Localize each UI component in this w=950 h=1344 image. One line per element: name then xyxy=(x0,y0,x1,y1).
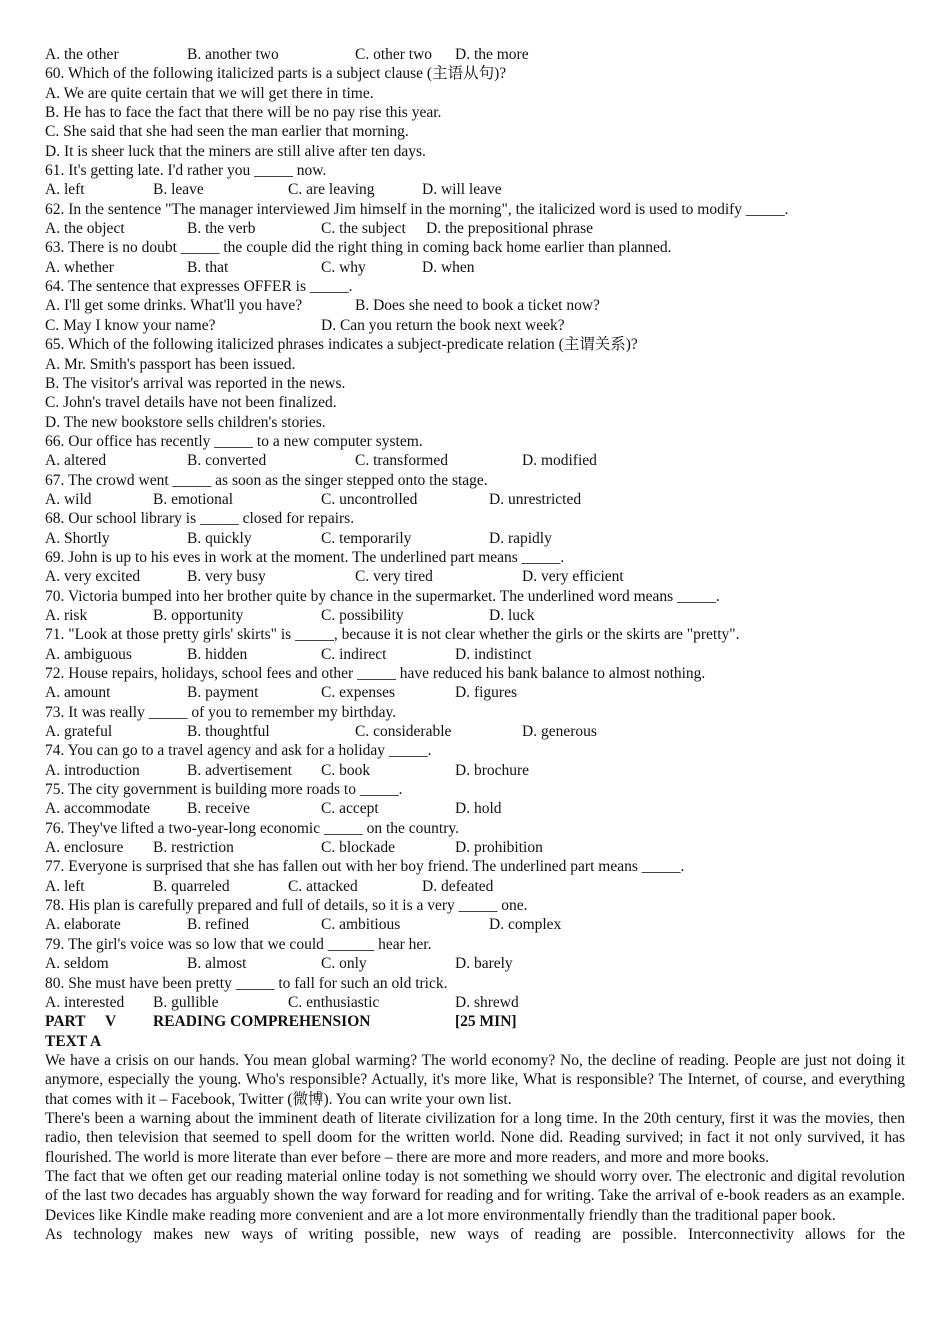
option-d: D. figures xyxy=(455,684,517,702)
option-d: D. very efficient xyxy=(522,568,624,586)
question-line: D. The new bookstore sells children's stories. xyxy=(45,413,326,431)
question-line: A. We are quite certain that we will get there in time. xyxy=(45,84,374,102)
option-a: A. elaborate xyxy=(45,916,121,934)
options-row xyxy=(45,683,905,702)
option-a: A. introduction xyxy=(45,761,140,779)
paragraph-4: As technology makes new ways of writing possible, new ways of reading are possible. Interconnectivity allows for the xyxy=(45,1225,905,1243)
option-b: B. almost xyxy=(187,955,247,973)
option-b: B. another two xyxy=(187,46,279,63)
question-line: 79. The girl's voice was so low that we could ______ hear her. xyxy=(45,935,432,953)
question-line: A. Mr. Smith's passport has been issued. xyxy=(45,355,296,373)
options-row xyxy=(45,529,905,548)
options-row xyxy=(45,915,905,934)
option-c: C. the subject xyxy=(321,220,406,238)
options-row xyxy=(45,799,905,818)
options-row xyxy=(45,606,905,625)
option-c: C. uncontrolled xyxy=(321,490,418,508)
question-line: 76. They've lifted a two-year-long economic _____ on the country. xyxy=(45,819,459,837)
option-c: C. why xyxy=(321,258,366,276)
option-d: D. generous xyxy=(522,723,597,741)
option-b: B. restriction xyxy=(153,839,234,857)
option-a: A. risk xyxy=(45,606,88,624)
options-row xyxy=(45,316,905,335)
options-row xyxy=(45,451,905,470)
question-line: 68. Our school library is _____ closed for repairs. xyxy=(45,510,355,528)
option-b: B. thoughtful xyxy=(187,723,270,741)
option-d: D. brochure xyxy=(455,761,530,779)
option-a: A. left xyxy=(45,877,85,895)
option-c: C. book xyxy=(321,761,371,779)
option-a: A. Shortly xyxy=(45,529,110,547)
part-title: READING COMPREHENSION xyxy=(153,1013,371,1031)
option-c: C. considerable xyxy=(355,723,452,741)
option-d: D. will leave xyxy=(422,181,502,199)
question-line: D. It is sheer luck that the miners are still alive after ten days. xyxy=(45,142,426,160)
option-d: D. modified xyxy=(522,452,597,470)
option-d: D. the more xyxy=(455,46,529,63)
option-c: C. accept xyxy=(321,800,379,818)
option-d: D. defeated xyxy=(422,877,494,895)
part-number: V xyxy=(105,1013,117,1031)
option-c: C. are leaving xyxy=(288,181,375,199)
option-a: A. altered xyxy=(45,452,107,470)
option-a: A. grateful xyxy=(45,723,113,741)
options-row xyxy=(45,296,905,315)
option-b: D. Can you return the book next week? xyxy=(321,316,565,334)
option-b: B. Does she need to book a ticket now? xyxy=(355,297,600,315)
question-line: 64. The sentence that expresses OFFER is _____. xyxy=(45,278,353,296)
option-a: A. the object xyxy=(45,220,125,238)
option-a: A. wild xyxy=(45,490,92,508)
option-d: D. indistinct xyxy=(455,645,532,663)
options-row xyxy=(45,567,905,586)
options-row xyxy=(45,219,905,238)
question-line: B. The visitor's arrival was reported in the news. xyxy=(45,374,346,392)
option-d: D. prohibition xyxy=(455,839,543,857)
option-d: D. barely xyxy=(455,955,513,973)
part-time: [25 MIN] xyxy=(455,1013,517,1031)
options-row xyxy=(45,490,905,509)
option-b: B. payment xyxy=(187,684,259,702)
question-line: 75. The city government is building more roads to _____. xyxy=(45,781,403,799)
exercise-list xyxy=(45,45,905,1012)
option-d: D. complex xyxy=(489,916,562,934)
question-line: 73. It was really _____ of you to remember my birthday. xyxy=(45,703,397,721)
option-b: B. advertisement xyxy=(187,761,293,779)
option-c: C. temporarily xyxy=(321,529,412,547)
options-row xyxy=(45,838,905,857)
part-label: PART xyxy=(45,1013,86,1031)
option-b: B. refined xyxy=(187,916,249,934)
question-line: 77. Everyone is surprised that she has fallen out with her boy friend. The underlined part means _____. xyxy=(45,858,685,876)
options-row xyxy=(45,722,905,741)
option-b: B. the verb xyxy=(187,220,256,238)
option-c: C. transformed xyxy=(355,452,448,470)
option-c: C. expenses xyxy=(321,684,396,702)
question-line: 69. John is up to his eves in work at the moment. The underlined part means _____. xyxy=(45,548,565,566)
paragraph-2: There's been a warning about the imminent death of literate civilization for a long time. In the 20th century, first it was the movies, then radio, then television that seemed to spell doom for the written world. None did. Reading survived; in fact it not only survived, it has flourished. The world is more literate than ever before – there are more and more readers, and more and more books. xyxy=(45,1109,905,1166)
question-line: 72. House repairs, holidays, school fees and other _____ have reduced his bank balance to almost nothing. xyxy=(45,665,706,682)
option-b: B. opportunity xyxy=(153,606,244,624)
option-a: A. I'll get some drinks. What'll you have? xyxy=(45,297,303,315)
options-row xyxy=(45,180,905,199)
options-row xyxy=(45,954,905,973)
option-c: C. indirect xyxy=(321,645,387,663)
option-a: A. amount xyxy=(45,684,111,702)
option-a: A. enclosure xyxy=(45,839,124,857)
options-row xyxy=(45,645,905,664)
option-c: C. blockade xyxy=(321,839,396,857)
option-c: C. possibility xyxy=(321,606,404,624)
question-line: 61. It's getting late. I'd rather you _____ now. xyxy=(45,162,327,180)
text-title: TEXT A xyxy=(45,1032,102,1050)
question-line: 63. There is no doubt _____ the couple did the right thing in coming back home earlier than planned. xyxy=(45,239,672,257)
option-c: C. enthusiastic xyxy=(288,993,380,1011)
option-a: C. May I know your name? xyxy=(45,316,216,334)
option-b: B. quarreled xyxy=(153,877,230,895)
question-line: 65. Which of the following italicized phrases indicates a subject-predicate relation (主谓关系)? xyxy=(45,336,638,354)
option-d: D. rapidly xyxy=(489,529,552,547)
option-b: B. hidden xyxy=(187,645,248,663)
option-b: B. that xyxy=(187,258,229,276)
option-c: C. ambitious xyxy=(321,916,401,934)
question-line: 67. The crowd went _____ as soon as the singer stepped onto the stage. xyxy=(45,471,488,489)
option-b: B. leave xyxy=(153,181,204,199)
question-line: 70. Victoria bumped into her brother quite by chance in the supermarket. The underlined word means _____. xyxy=(45,587,720,605)
question-line: C. She said that she had seen the man earlier that morning. xyxy=(45,123,409,141)
option-b: B. very busy xyxy=(187,568,266,586)
question-line: 66. Our office has recently _____ to a new computer system. xyxy=(45,432,423,450)
option-d: D. hold xyxy=(455,800,502,818)
question-line: B. He has to face the fact that there will be no pay rise this year. xyxy=(45,104,442,122)
option-a: A. ambiguous xyxy=(45,645,132,663)
question-line: 60. Which of the following italicized parts is a subject clause (主语从句)? xyxy=(45,65,507,83)
question-line: 80. She must have been pretty _____ to fall for such an old trick. xyxy=(45,974,448,992)
options-row xyxy=(45,993,905,1012)
part-heading xyxy=(45,1012,905,1031)
option-b: B. receive xyxy=(187,800,250,818)
question-line: 71. "Look at those pretty girls' skirts" is _____, because it is not clear whether the girls or the skirts are "pretty". xyxy=(45,626,740,644)
option-a: A. interested xyxy=(45,993,125,1011)
option-d: D. when xyxy=(422,258,475,276)
question-line: 62. In the sentence "The manager interviewed Jim himself in the morning", the italicized word is used to modify _____. xyxy=(45,200,789,218)
option-b: B. quickly xyxy=(187,529,252,547)
option-c: C. only xyxy=(321,955,367,973)
question-line: C. John's travel details have not been finalized. xyxy=(45,394,337,412)
option-d: D. shrewd xyxy=(455,993,519,1011)
option-c: C. attacked xyxy=(288,877,358,895)
option-b: B. emotional xyxy=(153,490,234,508)
options-row xyxy=(45,45,905,64)
option-d: D. luck xyxy=(489,606,535,624)
options-row xyxy=(45,761,905,780)
option-d: D. the prepositional phrase xyxy=(426,220,594,238)
paragraph-1: We have a crisis on our hands. You mean global warming? The world economy? No, the decline of reading. People are just not doing it anymore, especially the young. Who's responsible? Actually, it's more like, What is responsible? The Internet, of course, and everything that comes with it – Facebook, Twitter (微博). You can write your own list. xyxy=(45,1051,905,1108)
paragraph-3: The fact that we often get our reading material online today is not something we should worry over. The electronic and digital revolution of the last two decades has arguably shown the way forward for reading and for writing. Take the arrival of e-book readers as an example. Devices like Kindle make reading more convenient and are a lot more environmentally friendly than the traditional paper book. xyxy=(45,1167,905,1224)
question-line: 78. His plan is carefully prepared and full of details, so it is a very _____ one. xyxy=(45,897,528,915)
option-a: A. very excited xyxy=(45,568,141,586)
option-a: A. the other xyxy=(45,46,119,63)
options-row xyxy=(45,258,905,277)
option-a: A. accommodate xyxy=(45,800,151,818)
option-d: D. unrestricted xyxy=(489,490,582,508)
option-a: A. left xyxy=(45,181,85,199)
option-a: A. whether xyxy=(45,258,114,276)
option-a: A. seldom xyxy=(45,955,109,973)
options-row xyxy=(45,877,905,896)
option-c: C. very tired xyxy=(355,568,433,586)
option-c: C. other two xyxy=(355,46,433,63)
option-b: B. gullible xyxy=(153,993,219,1011)
question-line: 74. You can go to a travel agency and ask for a holiday _____. xyxy=(45,742,432,760)
option-b: B. converted xyxy=(187,452,267,470)
document-page xyxy=(45,45,905,1244)
